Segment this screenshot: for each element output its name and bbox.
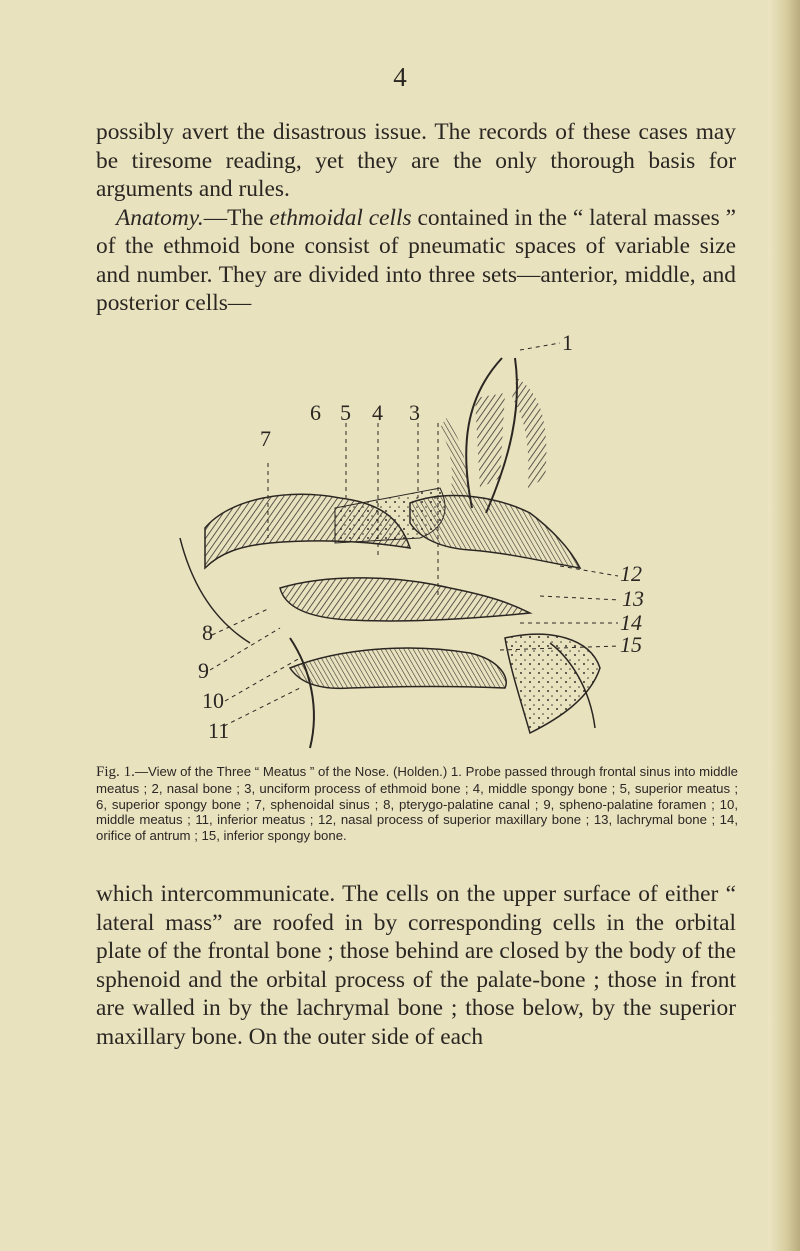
anatomy-figure xyxy=(150,330,644,758)
caption-text: —View of the Three “ Meatus ” of the Nose. (Holden.) 1. Probe passed through frontal sinus into middle meatus ; 2, nasal bone ; 3, unciform process of ethmoid bone ; 4, middle spongy bone ; 5, superior meatus ; 6, superior spongy bone ; 7, sphenoidal sinus ; 8, pterygo-palatine canal ; 9, spheno-palatine foramen ; 10, middle meatus ; 11, inferior meatus ; 12, nasal process of superior maxillary bone ; 13, lachrymal bone ; 14, orifice of antrum ; 15, inferior spongy bone. xyxy=(96,764,738,844)
spongy-bones xyxy=(180,488,600,748)
label-13: 13 xyxy=(622,586,644,611)
paragraph-2 xyxy=(96,204,736,318)
label-6: 6 xyxy=(310,400,321,425)
paragraph-1: possibly avert the disastrous issue. The records of these cases may be tiresome reading, yet they are the only thorough basis for arguments and rules. xyxy=(96,119,736,202)
paragraph-2-dash: —The xyxy=(203,204,270,231)
label-10: 10 xyxy=(202,688,224,713)
nose-meatus-illustration xyxy=(150,330,644,758)
label-11: 11 xyxy=(208,718,230,743)
page-number: 4 xyxy=(393,62,407,92)
page-edge xyxy=(768,0,800,1251)
label-3: 3 xyxy=(409,400,420,425)
label-7: 7 xyxy=(260,426,271,451)
ethmoidal-cells-term: ethmoidal cells xyxy=(269,204,412,231)
paragraph-2-rest: contained in the “ lateral masses ” of the ethmoid bone consist of pneumatic spaces of variable size and number. They are divided into three sets—anterior, middle, and posterior cells— xyxy=(96,204,736,316)
label-12: 12 xyxy=(620,561,642,586)
label-15: 15 xyxy=(620,632,642,657)
label-9: 9 xyxy=(198,658,209,683)
frontal-sinus-probe xyxy=(440,358,546,513)
paragraph-top xyxy=(96,118,736,318)
label-5: 5 xyxy=(340,400,351,425)
label-4: 4 xyxy=(372,400,383,425)
label-14: 14 xyxy=(620,610,642,635)
figure-caption xyxy=(96,764,738,844)
caption-label: Fig. 1. xyxy=(96,764,135,780)
label-1: 1 xyxy=(562,330,573,355)
label-8: 8 xyxy=(202,620,213,645)
paragraph-3: which intercommunicate. The cells on the upper surface of either “ lateral mass” are roofed in by corresponding cells in the orbital plate of the frontal bone ; those behind are closed by the body of the sphenoid and the orbital process of the palate-bone ; those in front are walled in by the lachrymal bone ; those below, by the superior maxillary bone. On the outer side of each xyxy=(96,881,736,1050)
anatomy-heading: Anatomy. xyxy=(116,204,204,231)
